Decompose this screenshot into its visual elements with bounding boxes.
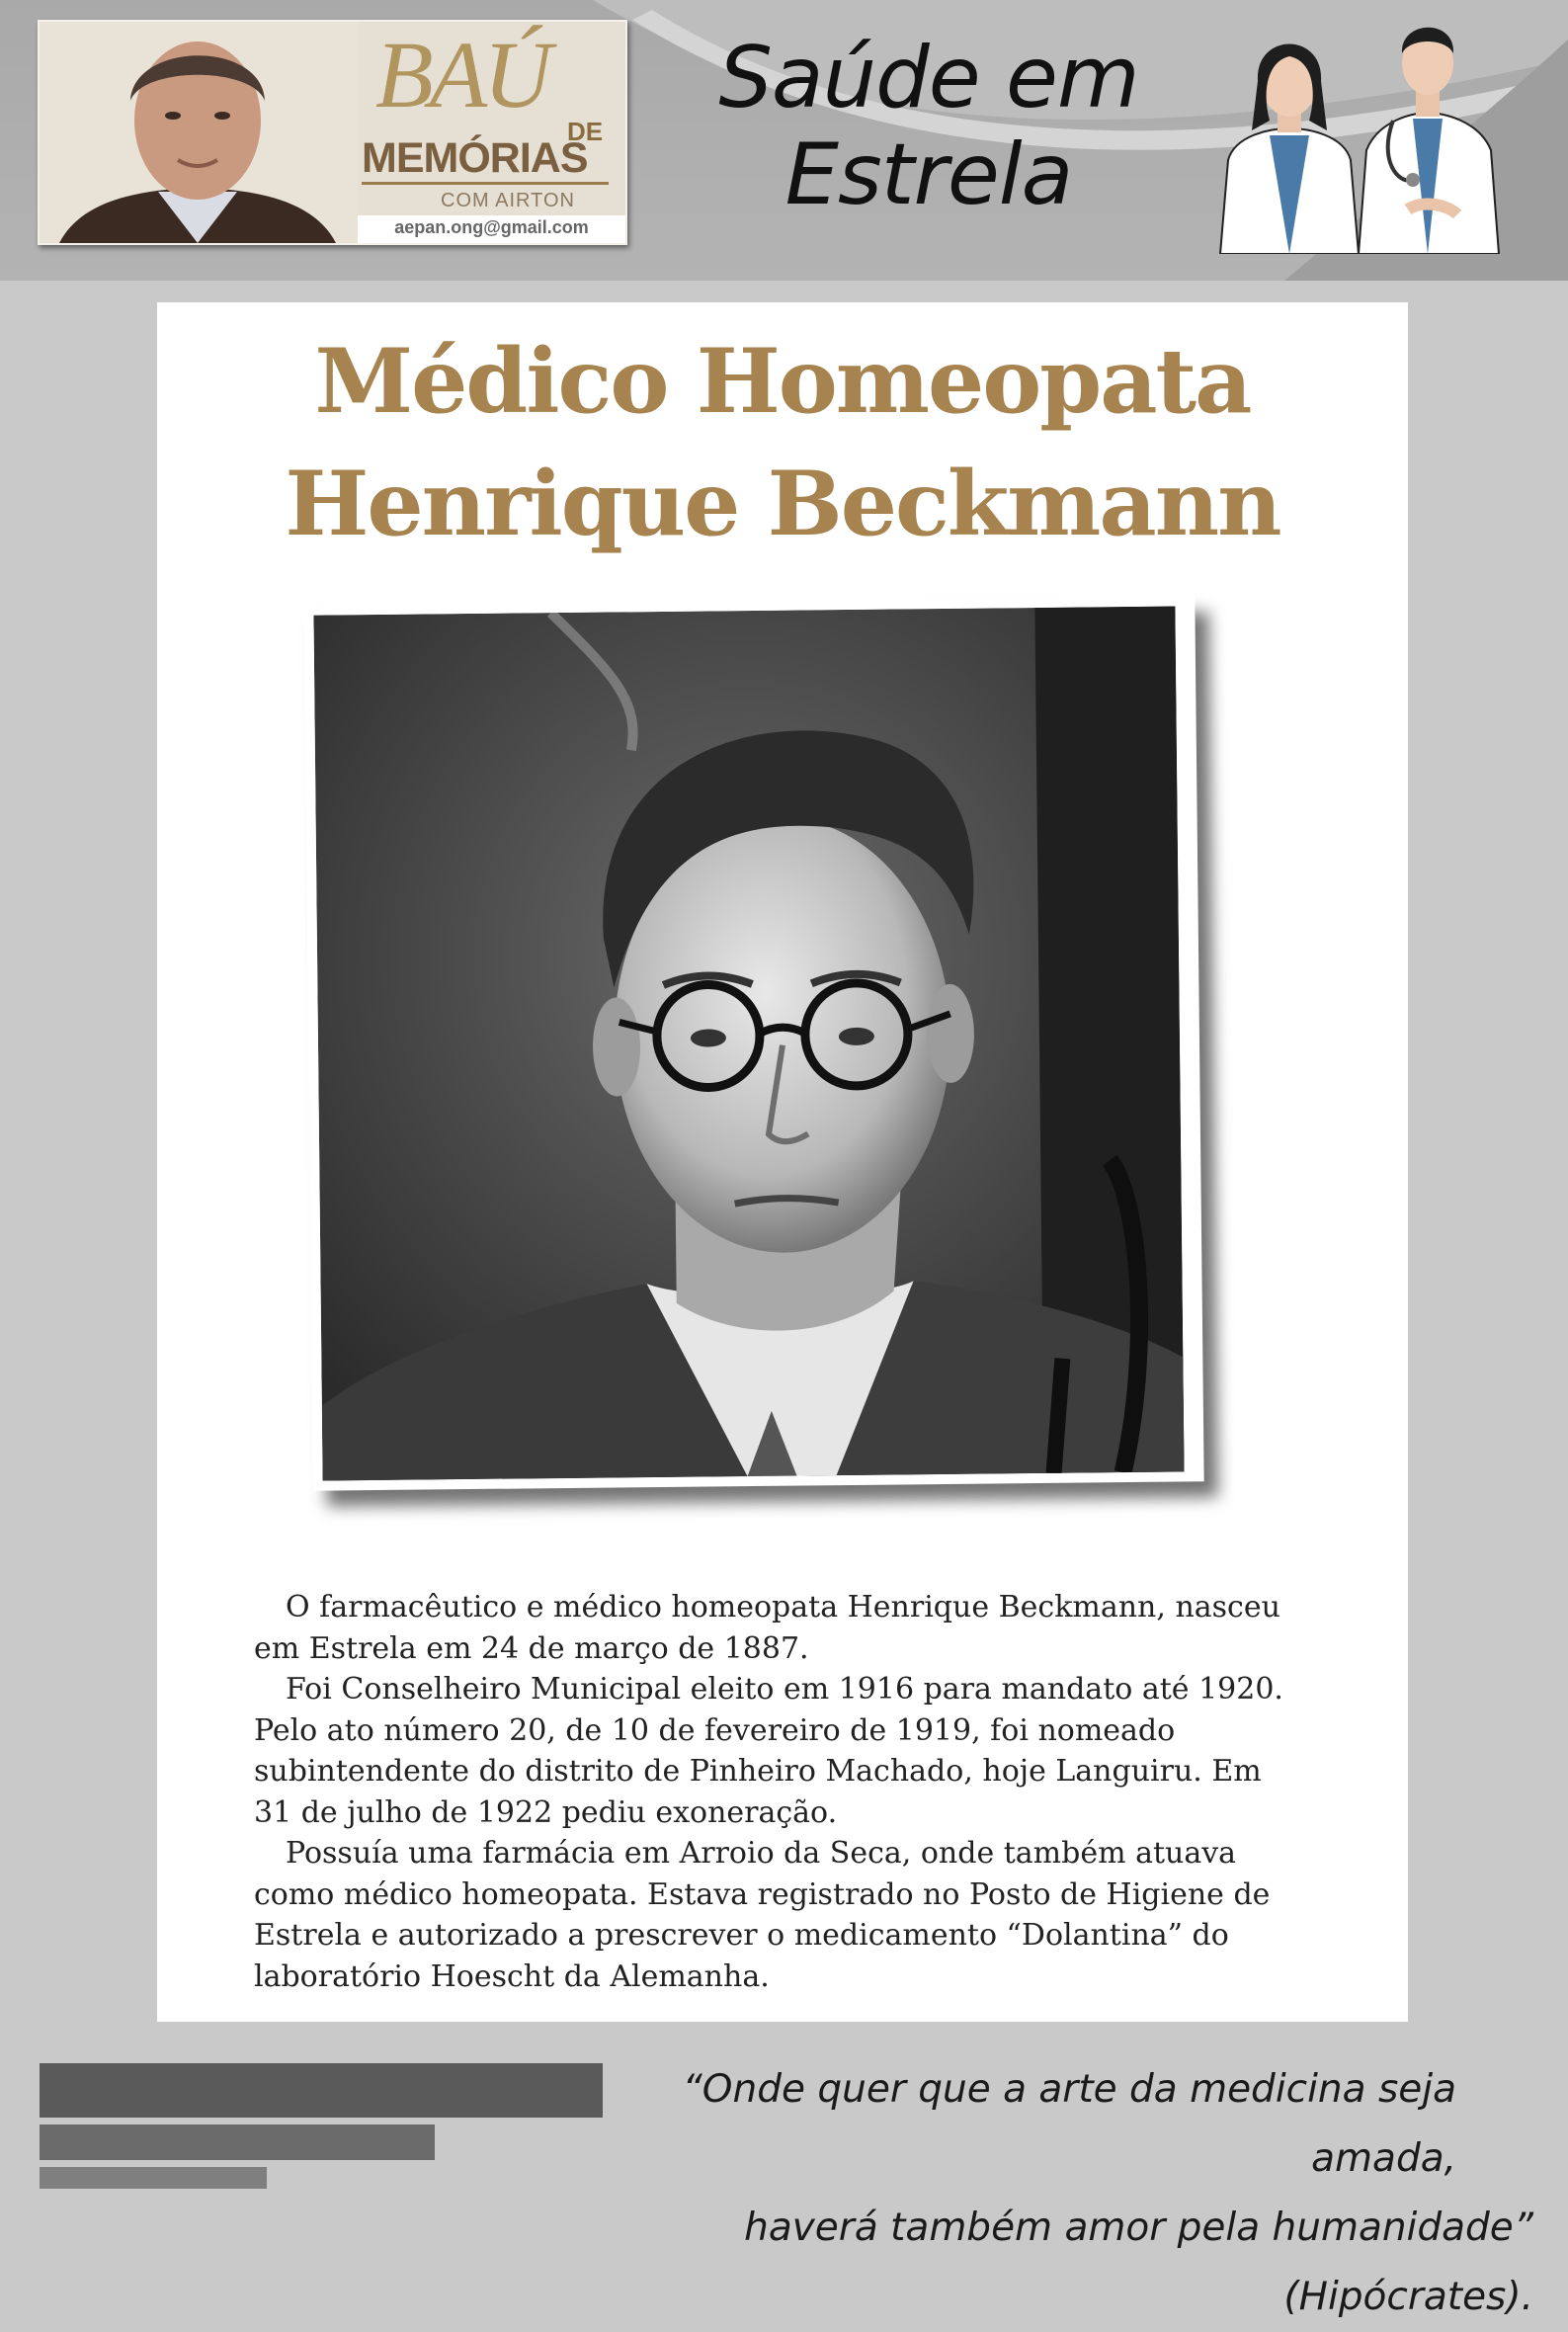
hippocrates-quote: [553, 2055, 1541, 2332]
logo-brand-de: DE: [567, 117, 604, 146]
article-headline: [157, 320, 1408, 565]
logo-brand-top: BAÚ: [375, 22, 548, 127]
author-email: aepan.ong@gmail.com: [394, 217, 589, 237]
section-title-line2: Estrela: [784, 125, 1073, 224]
headline-line2: Henrique Beckmann: [285, 452, 1280, 556]
article-paragraph: Possuía uma farmácia em Arroio da Seca, onde também atuava como médico homeopata. Estava registrado no Posto de Higiene de Estrela e autorizado a prescrever o medicamento “Dolantina” do laboratório Hoescht da Alemanha.: [254, 1836, 1271, 1994]
logo-brand-sub: COM AIRTON: [441, 190, 575, 211]
logo-divider: [362, 182, 609, 185]
logo-email-bar: [358, 215, 625, 243]
quote-line1: “Onde quer que a arte da medicina seja amada,: [682, 2067, 1456, 2181]
page-header: [0, 0, 1568, 281]
section-title-line1: Saúde em: [718, 29, 1139, 127]
male-doctor-icon: [1359, 28, 1499, 254]
female-doctor-icon: [1220, 44, 1359, 255]
bau-de-memorias-logo: [38, 20, 627, 245]
doctors-illustration: [1210, 12, 1527, 254]
footer-decor-bar: [40, 2063, 603, 2118]
henrique-beckmann-portrait-photo: [313, 607, 1184, 1481]
author-portrait-photo: [40, 22, 358, 243]
article-panel: [157, 302, 1408, 2022]
section-title: [682, 30, 1176, 223]
footer-decor-bar: [40, 2124, 435, 2160]
article-body: [254, 1587, 1291, 1997]
logo-brand-main: MEMÓRIAS: [362, 134, 588, 182]
portrait-photo-frame: [303, 596, 1203, 1490]
footer-decor-bar: [40, 2167, 267, 2189]
article-paragraph: O farmacêutico e médico homeopata Henrique Beckmann, nasceu em Estrela em 24 de março de 1887.: [254, 1590, 1280, 1666]
headline-line1: Médico Homeopata: [314, 329, 1251, 434]
article-paragraph: Foi Conselheiro Municipal eleito em 1916 para mandato até 1920. Pelo ato número 20, de 10 de fevereiro de 1919, foi nomeado subintendente do distrito de Pinheiro Machado, hoje Languiru. Em 31 de julho de 1922 pediu exoneração.: [254, 1672, 1283, 1830]
quote-line2: haverá também amor pela humanidade” (Hipócrates).: [744, 2206, 1533, 2319]
